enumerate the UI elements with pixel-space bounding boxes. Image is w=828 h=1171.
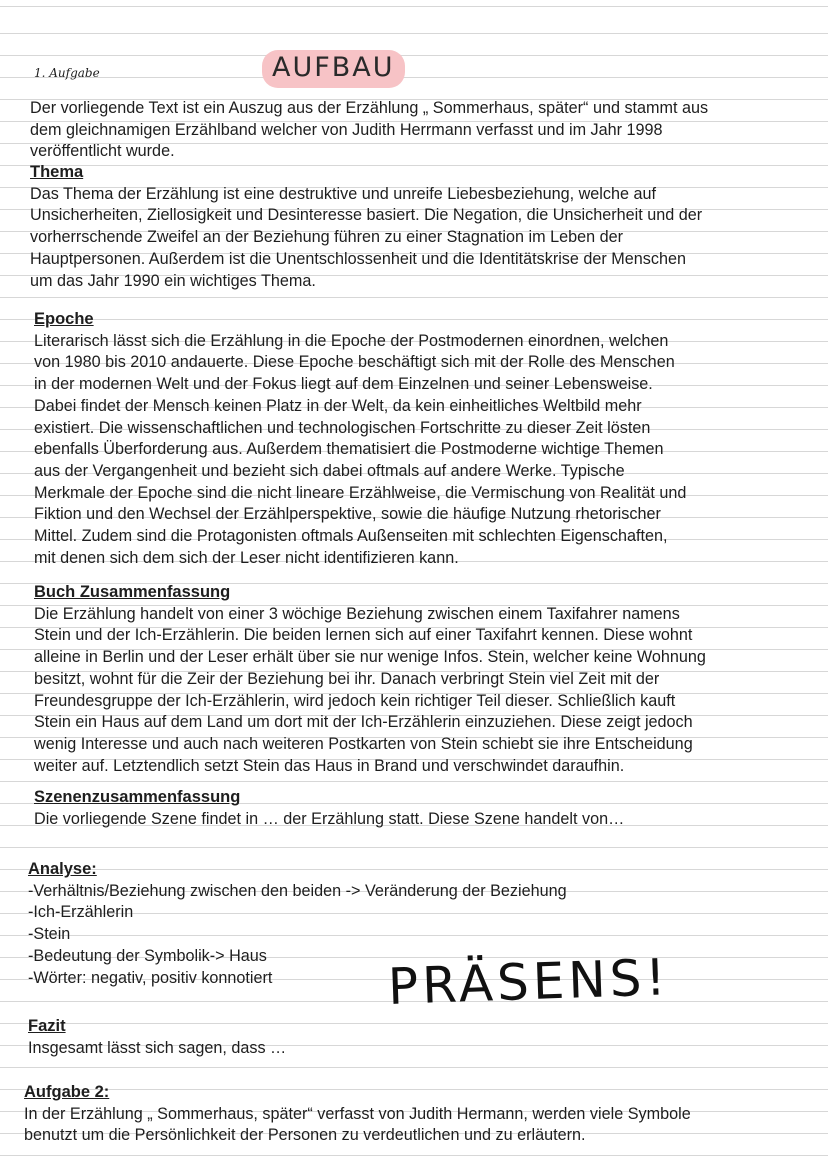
- intro-line: Der vorliegende Text ist ein Auszug aus der Erzählung „ Sommerhaus, später“ und stammt aus: [30, 99, 709, 117]
- epoche-line: Mittel. Zudem sind die Protagonisten oftmals Außenseiten mit schlechten Eigenschaften,: [34, 527, 668, 546]
- analyse-list-item: -Stein: [28, 925, 71, 944]
- epoche-line: ebenfalls Überforderung aus. Außerdem thematisiert die Postmoderne wichtige Themen: [34, 440, 664, 459]
- buch-line: Die Erzählung handelt von einer 3 wöchige Beziehung zwischen einem Taxifahrer namens: [34, 604, 680, 623]
- epoche-line: aus der Vergangenheit und bezieht sich dabei oftmals auf andere Werke. Typische: [34, 461, 625, 480]
- buch-line: weiter auf. Letztendlich setzt Stein das Haus in Brand und verschwindet daraufhin.: [34, 756, 625, 775]
- buch-line: Stein und der Ich-Erzählerin. Die beiden lernen sich auf einer Taxifahrt kennen. Diese wohnt: [34, 626, 693, 645]
- buch-line: Stein ein Haus auf dem Land um dort mit der Ich-Erzählerin einzuziehen. Diese zeigt jedoch: [34, 713, 693, 732]
- epoche-line: Dabei findet der Mensch keinen Platz in der Welt, da kein einheitliches Weltbild mehr: [34, 396, 642, 415]
- analyse-list-item: -Wörter: negativ, positiv konnotiert: [28, 968, 273, 987]
- thema-section: [30, 162, 702, 292]
- analyse-list-item: -Bedeutung der Symbolik-> Haus: [28, 946, 267, 965]
- epoche-heading: Epoche: [34, 310, 94, 328]
- epoche-line: in der modernen Welt und der Fokus liegt auf dem Einzelnen und seiner Lebensweise.: [34, 375, 653, 394]
- analyse-section: [28, 859, 567, 989]
- aufgabe2-heading: Aufgabe 2:: [24, 1083, 110, 1101]
- buch-line: Freundesgruppe der Ich-Erzählerin, wird jedoch kein richtiger Teil dieser. Schließlich kauft: [34, 691, 676, 710]
- epoche-line: mit denen sich dem sich der Leser nicht identifizieren kann.: [34, 548, 459, 567]
- epoche-line: Fiktion und den Wechsel der Erzählperspektive, sowie die häufige Nutzung rhetorischer: [34, 505, 661, 524]
- szene-line: Die vorliegende Szene findet in … der Erzählung statt. Diese Szene handelt von…: [34, 809, 625, 828]
- analyse-list-item: -Ich-Erzählerin: [28, 903, 134, 922]
- fazit-heading: Fazit: [28, 1017, 66, 1035]
- praesens-handwritten-note: PRÄSENS!: [386, 948, 671, 1016]
- fazit-line: Insgesamt lässt sich sagen, dass …: [28, 1038, 287, 1057]
- epoche-line: Merkmale der Epoche sind die nicht lineare Erzählweise, die Vermischung von Realität und: [34, 483, 687, 502]
- thema-line: Das Thema der Erzählung ist eine destruktive und unreife Liebesbeziehung, welche auf: [30, 184, 657, 203]
- thema-heading: Thema: [30, 163, 84, 181]
- aufgabe2-section: [24, 1082, 691, 1147]
- epoche-section: [34, 309, 686, 569]
- epoche-line: von 1980 bis 2010 andauerte. Diese Epoche beschäftigt sich mit der Rolle des Menschen: [34, 353, 675, 372]
- intro-line: veröffentlicht wurde.: [30, 142, 175, 161]
- szene-heading: Szenenzusammenfassung: [34, 788, 241, 806]
- buch-line: wenig Interesse und auch nach weiteren Postkarten von Stein schiebt sie ihre Entscheidung: [34, 734, 693, 753]
- buch-zusammenfassung-section: [34, 582, 706, 777]
- analyse-heading: Analyse:: [28, 860, 97, 878]
- buch-line: alleine in Berlin und der Leser erhält über sie nur wenige Infos. Stein, welcher keine Wohnung: [34, 648, 706, 667]
- aufbau-highlight-note: AUFBAU: [262, 50, 405, 88]
- thema-line: Hauptpersonen. Außerdem ist die Unentschlossenheit und die Identitätskrise der Menschen: [30, 249, 686, 268]
- aufgabe2-line: benutzt um die Persönlichkeit der Personen zu verdeutlichen und zu erläutern.: [24, 1126, 586, 1145]
- thema-line: Unsicherheiten, Ziellosigkeit und Desinteresse basiert. Die Negation, die Unsicherheit und der: [30, 206, 703, 225]
- fazit-section: [28, 1016, 286, 1059]
- analyse-list-item: -Verhältnis/Beziehung zwischen den beiden -> Veränderung der Beziehung: [28, 881, 567, 900]
- thema-line: vorherrschende Zweifel an der Beziehung führen zu einer Stagnation im Leben der: [30, 228, 624, 247]
- epoche-line: Literarisch lässt sich die Erzählung in die Epoche der Postmodernen einordnen, welchen: [34, 331, 669, 350]
- szenenzusammenfassung-section: [34, 787, 624, 830]
- intro-paragraph: [30, 98, 708, 163]
- aufgabe2-line: In der Erzählung „ Sommerhaus, später“ verfasst von Judith Hermann, werden viele Symbole: [24, 1104, 691, 1123]
- thema-line: um das Jahr 1990 ein wichtiges Thema.: [30, 271, 316, 290]
- task-label-handwritten: 1. Aufgabe: [34, 66, 100, 80]
- buch-line: besitzt, wohnt für die Zeir der Beziehung bei ihr. Danach verbringt Stein viel Zeit mit der: [34, 669, 660, 688]
- epoche-line: existiert. Die wissenschaftlichen und technologischen Fortschritte zu dieser Zeit lösten: [34, 418, 651, 437]
- intro-line: dem gleichnamigen Erzählband welcher von Judith Herrmann verfasst und im Jahr 1998: [30, 120, 663, 139]
- buch-heading: Buch Zusammenfassung: [34, 583, 231, 601]
